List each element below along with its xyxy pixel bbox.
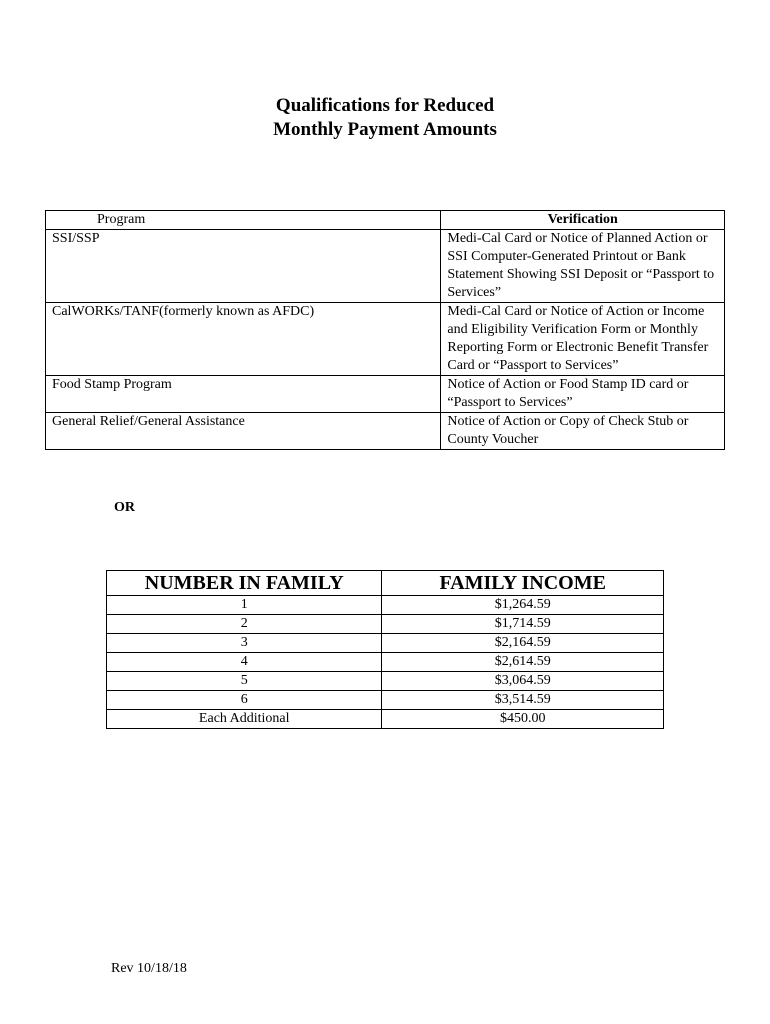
income-cell: $3,514.59 [382, 691, 664, 710]
family-size-cell: 3 [107, 634, 382, 653]
number-in-family-header: NUMBER IN FAMILY [107, 571, 382, 596]
family-size-cell: Each Additional [107, 710, 382, 729]
table-row [107, 596, 664, 615]
table-row [46, 413, 725, 450]
verification-cell: Notice of Action or Food Stamp ID card or “Passport to Services” [441, 376, 725, 413]
verification-column-header: Verification [441, 211, 725, 230]
income-cell: $2,164.59 [382, 634, 664, 653]
family-size-cell: 4 [107, 653, 382, 672]
family-income-table [106, 570, 664, 729]
income-cell: $1,714.59 [382, 615, 664, 634]
table-row [107, 691, 664, 710]
income-cell: $3,064.59 [382, 672, 664, 691]
income-cell: $450.00 [382, 710, 664, 729]
income-header-row [107, 571, 664, 596]
table-row [107, 634, 664, 653]
verification-cell: Medi-Cal Card or Notice of Action or Income and Eligibility Verification Form or Monthly Reporting Form or Electronic Benefit Transfer Card or “Passport to Services” [441, 303, 725, 376]
verification-cell: Medi-Cal Card or Notice of Planned Action or SSI Computer-Generated Printout or Bank Statement Showing SSI Deposit or “Passport to Services” [441, 230, 725, 303]
title-line-2: Monthly Payment Amounts [273, 119, 497, 140]
table-row [107, 710, 664, 729]
family-size-cell: 6 [107, 691, 382, 710]
income-cell: $1,264.59 [382, 596, 664, 615]
page-title [0, 94, 770, 142]
table-row [107, 653, 664, 672]
program-cell: General Relief/General Assistance [46, 413, 441, 450]
revision-date: Rev 10/18/18 [111, 961, 187, 976]
program-cell: SSI/SSP [46, 230, 441, 303]
table-row [107, 672, 664, 691]
verification-cell: Notice of Action or Copy of Check Stub or County Voucher [441, 413, 725, 450]
family-size-cell: 2 [107, 615, 382, 634]
title-line-1: Qualifications for Reduced [275, 95, 495, 116]
table-row [46, 230, 725, 303]
programs-header-row [46, 211, 725, 230]
family-income-header: FAMILY INCOME [382, 571, 664, 596]
or-label: OR [114, 500, 135, 515]
program-cell: Food Stamp Program [46, 376, 441, 413]
table-row [46, 376, 725, 413]
table-row [46, 303, 725, 376]
family-size-cell: 5 [107, 672, 382, 691]
program-cell: CalWORKs/TANF(formerly known as AFDC) [46, 303, 441, 376]
program-column-header: Program [46, 211, 441, 230]
income-cell: $2,614.59 [382, 653, 664, 672]
programs-table [45, 210, 725, 450]
table-row [107, 615, 664, 634]
family-size-cell: 1 [107, 596, 382, 615]
